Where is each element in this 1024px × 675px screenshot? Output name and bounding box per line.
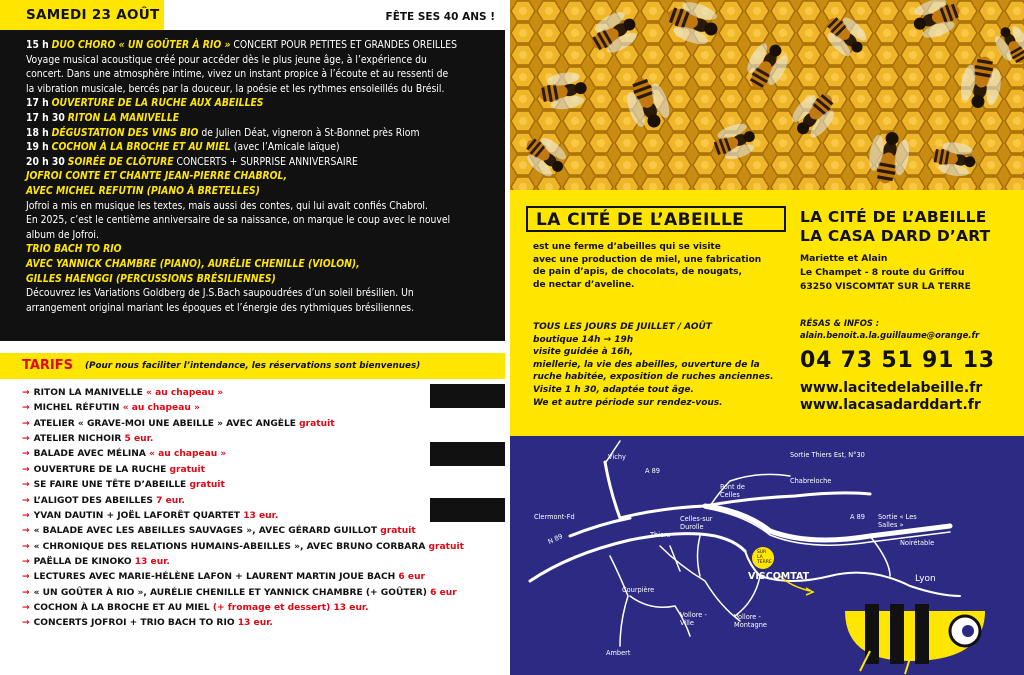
map-label-vollore-montagne: Vollore -Montagne bbox=[734, 613, 767, 629]
contact-address bbox=[800, 252, 1024, 295]
tarif-label: « UN GOÛTER À RIO », AURÉLIE CHENILLE ET YANNICK CHAMBRE (+ GOÛTER) bbox=[33, 587, 431, 598]
opening-line: boutique 14h → 19h bbox=[533, 334, 634, 345]
program-time: 17 h bbox=[26, 97, 49, 110]
tarif-label: BALADE AVEC MÉLINA bbox=[33, 449, 150, 460]
map-label-noiretable: Noirétable bbox=[900, 539, 935, 547]
arrow-icon: → bbox=[22, 480, 30, 491]
tarif-label: ATELIER NICHOIR bbox=[33, 434, 125, 445]
tarif-label: CONCERTS JOFROI + TRIO BACH TO RIO bbox=[33, 618, 238, 629]
redaction-block bbox=[430, 498, 505, 522]
program-title: JOFROI CONTE ET CHANTE JEAN-PIERRE CHABROL, bbox=[26, 170, 287, 183]
tarif-item bbox=[22, 509, 492, 524]
tarif-price: 13 eur. bbox=[243, 510, 279, 521]
program-time: 18 h bbox=[26, 126, 49, 139]
left-panel bbox=[0, 0, 505, 675]
tarif-item bbox=[22, 570, 492, 585]
program-line bbox=[26, 301, 496, 316]
description-line: de nectar d’aveline. bbox=[533, 279, 635, 290]
opening-line: ruche habitée, exposition de ruches anciennes. bbox=[533, 372, 774, 383]
program-text: En 2025, c’est le centième anniversaire de sa naissance, on marque le coup avec le nouvel bbox=[26, 214, 451, 227]
program-list bbox=[26, 38, 496, 315]
tarif-label: PAËLLA DE KINOKO bbox=[33, 556, 135, 567]
arrow-icon: → bbox=[22, 510, 30, 521]
program-line bbox=[26, 286, 496, 301]
map-label-ambert: Ambert bbox=[606, 649, 631, 657]
arrow-icon: → bbox=[22, 418, 30, 429]
tarif-price: gratuit bbox=[189, 480, 225, 491]
tarif-label: « BALADE AVEC LES ABEILLES SAUVAGES », AVEC GÉRARD GUILLOT bbox=[33, 526, 381, 537]
tarif-label: RITON LA MANIVELLE bbox=[33, 388, 147, 398]
tarif-label: MICHEL RÉFUTIN bbox=[33, 403, 123, 414]
program-text: CONCERT POUR PETITES ET GRANDES OREILLES bbox=[230, 39, 457, 51]
map-label-lyon: Lyon bbox=[915, 574, 936, 584]
arrow-icon: → bbox=[22, 388, 30, 398]
address-line-2: 63250 VISCOMTAT SUR LA TERRE bbox=[800, 281, 971, 293]
tarif-price: « au chapeau » bbox=[146, 388, 224, 398]
tarif-label: LECTURES AVEC MARIE-HÉLÈNE LAFON + LAURENT MARTIN JOUE BACH bbox=[33, 572, 399, 583]
tarif-price: gratuit bbox=[299, 418, 335, 429]
owners: Mariette et Alain bbox=[800, 253, 888, 264]
tarif-price: gratuit bbox=[380, 526, 416, 537]
tarif-item bbox=[22, 524, 492, 539]
opening-line: We et autre période sur rendez-vous. bbox=[533, 397, 723, 408]
map-label-a89: A 89 bbox=[645, 467, 660, 475]
tarifs-list bbox=[22, 386, 492, 632]
program-line bbox=[26, 140, 496, 155]
cite-badge: LA CITÉ DE L’ABEILLE bbox=[526, 206, 786, 232]
tarif-price: gratuit bbox=[169, 464, 205, 475]
farm-description bbox=[533, 241, 793, 291]
tarif-price: 13 eur. bbox=[237, 618, 273, 629]
reservation-info bbox=[800, 318, 1024, 341]
map-label-sur-la-terre: SUR LA TERRE bbox=[757, 550, 772, 565]
map-label-thiers: Thiers bbox=[650, 531, 671, 539]
tarif-label: ATELIER « GRAVE-MOI UNE ABEILLE » AVEC ANGÈLE bbox=[33, 418, 300, 429]
program-text: la vibration musicale, bercés par la douceur, la poésie et les rythmes ensoleillés du Brésil. bbox=[26, 82, 445, 95]
program-title: SOIRÉE DE CLÔTURE bbox=[67, 155, 174, 168]
program-line bbox=[26, 111, 496, 126]
program-line bbox=[26, 38, 496, 53]
tarif-price: 6 eur bbox=[398, 572, 426, 583]
tarif-item bbox=[22, 616, 492, 631]
program-line bbox=[26, 199, 496, 214]
arrow-icon: → bbox=[22, 526, 30, 537]
program-text: concert. Dans une atmosphère intime, vivez un instant propice à l’écoute et au ressenti de bbox=[26, 68, 449, 81]
program-title: GILLES HAENGGI (PERCUSSIONS BRÉSILIENNES) bbox=[26, 272, 276, 285]
program-time: 15 h bbox=[26, 39, 49, 51]
tarif-item bbox=[22, 432, 492, 447]
program-text: Découvrez les Variations Goldberg de J.S.Bach saupoudrées d’un soleil brésilien. Un bbox=[26, 287, 414, 300]
phone-number[interactable]: 04 73 51 91 13 bbox=[800, 348, 995, 373]
tarif-price: « au chapeau » bbox=[149, 449, 227, 460]
resa-label: RÉSAS & INFOS : bbox=[800, 318, 880, 328]
program-time: 19 h bbox=[26, 141, 49, 154]
arrow-icon: → bbox=[22, 464, 30, 475]
tarif-price: 13 eur. bbox=[134, 556, 170, 567]
map-label-pont: Pont de Celles bbox=[720, 483, 745, 499]
websites bbox=[800, 380, 982, 414]
program-line bbox=[26, 242, 496, 257]
tarif-item bbox=[22, 555, 492, 570]
description-line: de pain d’apis, de chocolats, de nougats, bbox=[533, 267, 742, 278]
program-title: DÉGUSTATION DES VINS BIO bbox=[51, 126, 199, 139]
map-label-sortie-salles: Sortie « Les Salles » bbox=[878, 513, 917, 529]
tarif-label: COCHON À LA BROCHE ET AU MIEL bbox=[33, 603, 213, 614]
map-label-a89-right: A 89 bbox=[850, 513, 865, 521]
program-line bbox=[26, 213, 496, 228]
program-line bbox=[26, 228, 496, 243]
tarif-item bbox=[22, 601, 492, 616]
tarifs-header bbox=[0, 353, 505, 379]
program-title: COCHON À LA BROCHE ET AU MIEL bbox=[51, 141, 231, 154]
program-text: album de Jofroi. bbox=[26, 228, 99, 241]
arrow-icon: → bbox=[22, 618, 30, 629]
redaction-block bbox=[430, 442, 505, 466]
arrow-icon: → bbox=[22, 572, 30, 583]
event-date: SAMEDI 23 AOÛT bbox=[0, 0, 164, 30]
contact-titles bbox=[800, 208, 1024, 245]
website-link-1[interactable]: www.lacitedelabeille.fr bbox=[800, 380, 983, 396]
arrow-icon: → bbox=[22, 434, 30, 445]
tarif-item bbox=[22, 447, 492, 462]
map-label-n89: N 89 bbox=[546, 532, 565, 546]
tarif-price: gratuit bbox=[428, 541, 464, 552]
email-link[interactable]: alain.benoit.a.la.guillaume@orange.fr bbox=[800, 329, 980, 340]
tarif-price: 6 eur bbox=[430, 587, 457, 598]
program-title: TRIO BACH TO RIO bbox=[26, 243, 122, 256]
program-line bbox=[26, 257, 496, 272]
program-title: DUO CHORO « UN GOÛTER À RIO » bbox=[51, 39, 231, 51]
tarif-label: YVAN DAUTIN + JOËL LAFORÊT QUARTET bbox=[33, 510, 244, 521]
program-title: OUVERTURE DE LA RUCHE AUX ABEILLES bbox=[51, 97, 264, 110]
bees-photo bbox=[510, 0, 1024, 190]
tarif-item bbox=[22, 478, 492, 493]
program-line bbox=[26, 155, 496, 170]
title-cite: LA CITÉ DE L’ABEILLE bbox=[800, 208, 987, 226]
tarif-item bbox=[22, 540, 492, 555]
program-line bbox=[26, 184, 496, 199]
tarif-item bbox=[22, 417, 492, 432]
tarif-label: « CHRONIQUE DES RELATIONS HUMAINS-ABEILLES », AVEC BRUNO CORBARA bbox=[33, 541, 429, 552]
arrow-icon: → bbox=[22, 603, 30, 614]
tarif-label: OUVERTURE DE LA RUCHE bbox=[33, 464, 170, 475]
map-label-clermont: Clermont-Fd bbox=[534, 513, 575, 521]
opening-line: miellerie, la vie des abeilles, ouverture de la bbox=[533, 359, 760, 370]
description-line: est une ferme d’abeilles qui se visite bbox=[533, 242, 721, 252]
arrow-icon: → bbox=[22, 587, 30, 598]
tarif-price: (+ fromage et dessert) 13 eur. bbox=[212, 603, 369, 614]
program-text: (avec l’Amicale laïque) bbox=[230, 141, 340, 154]
tarif-price: « au chapeau » bbox=[122, 403, 200, 414]
map-label-chabreloche: Chabreloche bbox=[790, 477, 832, 485]
address-line-1: Le Champet - 8 route du Griffou bbox=[800, 267, 965, 279]
program-line bbox=[26, 126, 496, 141]
opening-heading: TOUS LES JOURS DE JUILLET / AOÛT bbox=[533, 322, 712, 332]
tarif-item bbox=[22, 463, 492, 478]
tarif-price: 7 eur. bbox=[156, 495, 185, 506]
title-casa: LA CASA DARD D’ART bbox=[800, 226, 991, 245]
program-text: Jofroi a mis en musique les textes, mais aussi des contes, qui lui avait confiés Chabrol. bbox=[26, 199, 428, 212]
program-title: AVEC MICHEL REFUTIN (PIANO À BRETELLES) bbox=[26, 184, 260, 197]
tarif-item bbox=[22, 494, 492, 509]
program-text: Voyage musical acoustique créé pour accéder dès le plus jeune âge, à l’expérience du bbox=[26, 53, 427, 66]
website-link-2[interactable]: www.lacasadarddart.fr bbox=[800, 397, 981, 413]
description-line: avec une production de miel, une fabrication bbox=[533, 254, 762, 265]
tarif-item bbox=[22, 386, 492, 401]
program-title: RITON LA MANIVELLE bbox=[67, 111, 180, 124]
tarif-label: L’ALIGOT DES ABEILLES bbox=[33, 495, 157, 506]
tarif-label: SE FAIRE UNE TÊTE D’ABEILLE bbox=[33, 480, 190, 491]
redaction-block bbox=[430, 384, 505, 408]
map-label-vollore-ville: Vollore -Ville bbox=[680, 611, 707, 627]
arrow-icon: → bbox=[22, 449, 30, 460]
program-line bbox=[26, 82, 496, 97]
program-line bbox=[26, 169, 496, 184]
map-label-vichy: Vichy bbox=[608, 453, 626, 461]
opening-line: Visite 1 h 30, adaptée tout âge. bbox=[533, 384, 694, 395]
arrow-icon: → bbox=[22, 495, 30, 506]
program-text: CONCERTS + SURPRISE ANNIVERSAIRE bbox=[173, 155, 358, 168]
tarif-price: 5 eur. bbox=[124, 434, 154, 445]
opening-line: visite guidée à 16h, bbox=[533, 347, 634, 358]
bee-mascot-icon bbox=[845, 604, 985, 674]
program-line bbox=[26, 67, 496, 82]
program-text: de Julien Déat, vigneron à St-Bonnet près Riom bbox=[198, 126, 420, 139]
tarifs-note: (Pour nous faciliter l’intendance, les réservations sont bienvenues) bbox=[85, 361, 421, 371]
program-time: 17 h 30 bbox=[26, 111, 65, 124]
access-map bbox=[510, 436, 1024, 675]
map-label-sortie: Sortie Thiers Est, N°30 bbox=[790, 451, 865, 459]
program-title: AVEC YANNICK CHAMBRE (PIANO), AURÉLIE CHENILLE (VIOLON), bbox=[26, 257, 360, 270]
opening-hours bbox=[533, 321, 793, 409]
map-label-courpiere: Courpière bbox=[622, 586, 655, 594]
map-label-viscomtat: VISCOMTAT bbox=[748, 571, 810, 582]
map-label-celles: Celles-sur Durolle bbox=[680, 515, 713, 531]
arrow-icon: → bbox=[22, 541, 30, 552]
arrow-icon: → bbox=[22, 556, 30, 567]
program-line bbox=[26, 272, 496, 287]
program-line bbox=[26, 96, 496, 111]
tarifs-title: TARIFS bbox=[22, 358, 74, 373]
program-text: arrangement original mariant les époques et l’énergie des rythmiques brésiliennes. bbox=[26, 301, 415, 314]
tarif-item bbox=[22, 401, 492, 416]
tarif-item bbox=[22, 586, 492, 601]
arrow-icon: → bbox=[22, 403, 30, 414]
program-line bbox=[26, 53, 496, 68]
anniversary-label: FÊTE SES 40 ANS ! bbox=[164, 0, 505, 30]
program-time: 20 h 30 bbox=[26, 155, 65, 168]
